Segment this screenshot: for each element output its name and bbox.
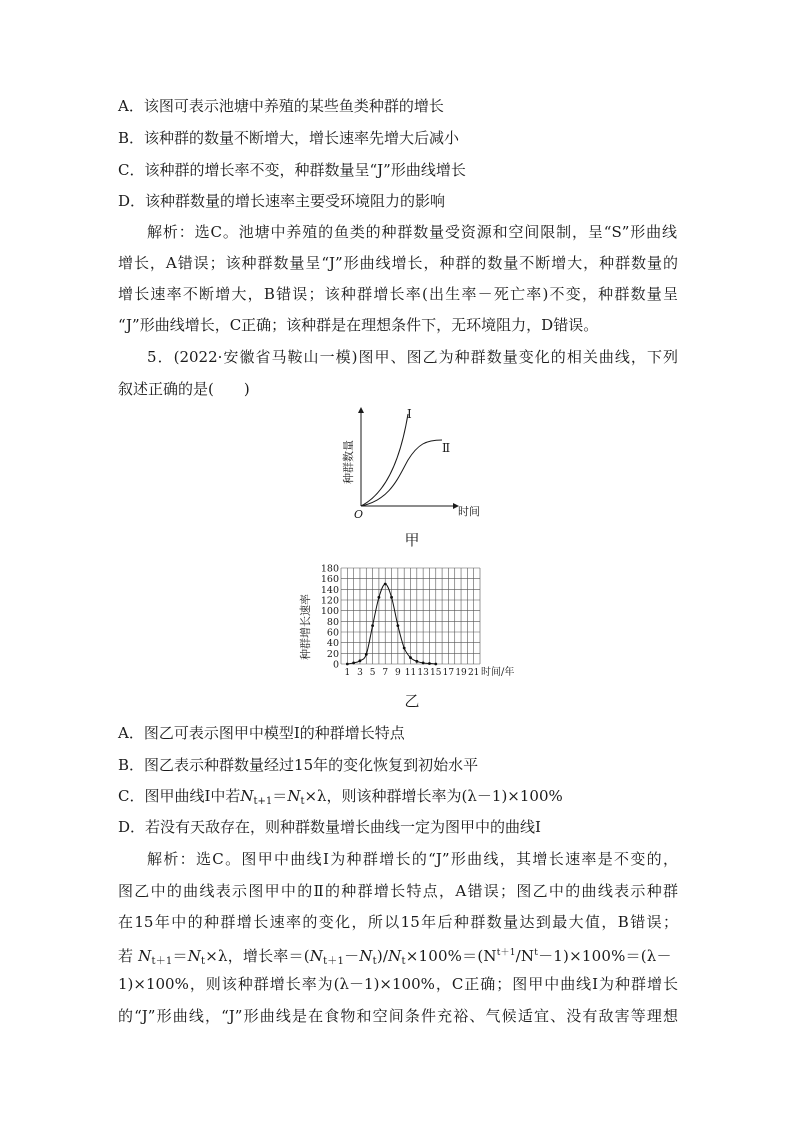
- text: ×λ，增长率＝(: [205, 947, 310, 965]
- x-tick-label: 11: [404, 668, 417, 678]
- data-point: [384, 583, 387, 586]
- subscript: t: [201, 956, 206, 967]
- var-n: N: [359, 947, 373, 965]
- curve-2: [361, 440, 442, 506]
- equals-sign: ＝: [272, 787, 288, 805]
- y-tick-label: 100: [320, 606, 339, 618]
- x-tick-label: 21: [467, 668, 480, 678]
- var-n: N: [309, 947, 324, 965]
- data-point: [396, 624, 399, 627]
- q5-option-a: A．图乙可表示图甲中模型Ⅰ的种群增长特点: [118, 724, 405, 742]
- figure-yi-caption: 乙: [404, 692, 420, 710]
- y-tick-label: 140: [320, 584, 339, 596]
- subscript: t+1: [253, 796, 273, 807]
- text: ×100%＝(N: [405, 947, 497, 965]
- data-point: [409, 656, 412, 659]
- x-tick-label: 9: [394, 668, 401, 678]
- q5-stem-line-1: 5．(2022·安徽省马鞍山一模)图甲、图乙为种群数量变化的相关曲线，下列: [147, 348, 678, 366]
- x-tick-label: 1: [344, 668, 351, 678]
- var-n: N: [388, 947, 402, 965]
- chart-ylabel: 种群增长速率: [299, 594, 312, 660]
- q4-option-d: D．该种群数量的增长速率主要受环境阻力的影响: [118, 192, 446, 210]
- data-point: [346, 663, 349, 666]
- superscript: t: [534, 948, 539, 958]
- data-point: [415, 660, 418, 663]
- text: ＝: [172, 947, 188, 965]
- y-tick-label: 60: [326, 627, 339, 639]
- x-tick-label: 7: [382, 668, 389, 678]
- x-axis-label: 时间: [458, 505, 480, 518]
- y-tick-label: 180: [320, 563, 339, 575]
- subscript: t: [401, 956, 406, 967]
- data-point: [390, 596, 393, 599]
- subscript: t: [300, 796, 305, 807]
- y-tick-label: 80: [326, 616, 339, 628]
- text: 若: [118, 947, 134, 965]
- y-tick-label: 160: [320, 574, 339, 586]
- var-n: N: [240, 787, 254, 805]
- q4-analysis-line-3: 增长速率不断增大，B错误；该种群增长率(出生率－死亡率)不变，种群数量呈: [118, 285, 678, 303]
- text: /N: [515, 947, 535, 965]
- q4-option-b: B．该种群的数量不断增大，增长速率先增大后减小: [118, 129, 460, 147]
- y-tick-label: 0: [332, 659, 339, 671]
- y-tick-label: 20: [326, 648, 339, 660]
- q5-analysis-line-6: 的“J”形曲线，“J”形曲线是在食物和空间条件充裕、气候适宜、没有敌害等理想: [118, 1007, 678, 1025]
- curve-2-label: Ⅱ: [442, 441, 451, 455]
- q4-analysis-line-4: “J”形曲线增长，C正确；该种群是在理想条件下，无环境阻力，D错误。: [118, 316, 599, 334]
- figure-jia-caption: 甲: [404, 531, 420, 549]
- x-tick-label: 19: [455, 668, 467, 678]
- q4-analysis-line-1: 解析：选C。池塘中养殖的鱼类的种群数量受资源和空间限制，呈“S”形曲线: [147, 223, 677, 241]
- x-axis-label: 时间/年: [481, 667, 515, 678]
- var-n: N: [138, 947, 152, 965]
- origin-label: O: [354, 508, 364, 521]
- text: －: [344, 947, 360, 965]
- data-point: [428, 662, 431, 665]
- data-point: [378, 596, 381, 599]
- q5-option-d: D．若没有天敌存在，则种群数量增长曲线一定为图甲中的曲线Ⅰ: [118, 818, 541, 836]
- superscript: t＋1: [496, 948, 516, 958]
- q5-stem-line-2: 叙述正确的是( ): [118, 380, 250, 398]
- q5-option-c-suffix: ×λ，则该种群增长率为(λ－1)×100%: [304, 787, 563, 805]
- q5-analysis-line-1: 解析：选C。图甲中曲线Ⅰ为种群增长的“J”形曲线，其增长速率是不变的，: [147, 850, 678, 868]
- data-point: [359, 659, 362, 662]
- x-tick-label: 17: [442, 668, 455, 678]
- text: )/: [376, 947, 389, 965]
- q4-option-c: C．该种群的增长率不变，种群数量呈“J”形曲线增长: [118, 161, 466, 179]
- q5-analysis-line-4: [118, 943, 678, 972]
- figure-yi-chart: [296, 560, 528, 682]
- q5-analysis-line-5: 1)×100%，则该种群增长率为(λ－1)×100%，C正确；图甲中曲线Ⅰ为种群增长: [118, 975, 678, 993]
- curve-1: [361, 414, 408, 506]
- x-tick-label: 13: [417, 668, 429, 678]
- x-tick-label: 15: [430, 668, 442, 678]
- subscript: t＋1: [151, 956, 173, 967]
- q5-option-c-prefix: C．图甲曲线Ⅰ中若: [118, 787, 241, 805]
- figure-jia: [330, 402, 500, 524]
- data-point: [434, 663, 437, 666]
- var-n: N: [287, 787, 301, 805]
- text: －1)×100%＝(λ－: [538, 947, 672, 965]
- y-axis-label: 种群数量: [342, 440, 355, 484]
- q4-analysis-line-2: 增长，A错误；该种群数量呈“J”形曲线增长，种群的数量不断增大，种群数量的: [118, 254, 678, 272]
- q5-analysis-line-2: 图乙中的曲线表示图甲中的Ⅱ的种群增长特点，A错误；图乙中的曲线表示种群: [118, 882, 678, 900]
- var-n: N: [187, 947, 202, 965]
- data-point: [371, 624, 374, 627]
- data-point: [422, 662, 425, 665]
- y-tick-label: 40: [326, 638, 339, 650]
- x-tick-label: 5: [369, 668, 376, 678]
- y-tick-label: 120: [320, 595, 339, 607]
- data-point: [352, 662, 355, 665]
- q5-option-c: [118, 786, 563, 812]
- q5-option-b: B．图乙表示种群数量经过15年的变化恢复到初始水平: [118, 756, 479, 774]
- curve-1-label: Ⅰ: [407, 407, 412, 421]
- data-point: [365, 653, 368, 656]
- subscript: t＋1: [323, 956, 345, 967]
- data-point: [403, 647, 406, 650]
- q4-option-a: A．该图可表示池塘中养殖的某些鱼类种群的增长: [118, 97, 444, 115]
- subscript: t: [372, 956, 377, 967]
- q5-analysis-line-3: 在15年中的种群增长速率的变化，所以15年后种群数量达到最大值，B错误；: [118, 913, 678, 931]
- x-tick-label: 3: [357, 668, 363, 678]
